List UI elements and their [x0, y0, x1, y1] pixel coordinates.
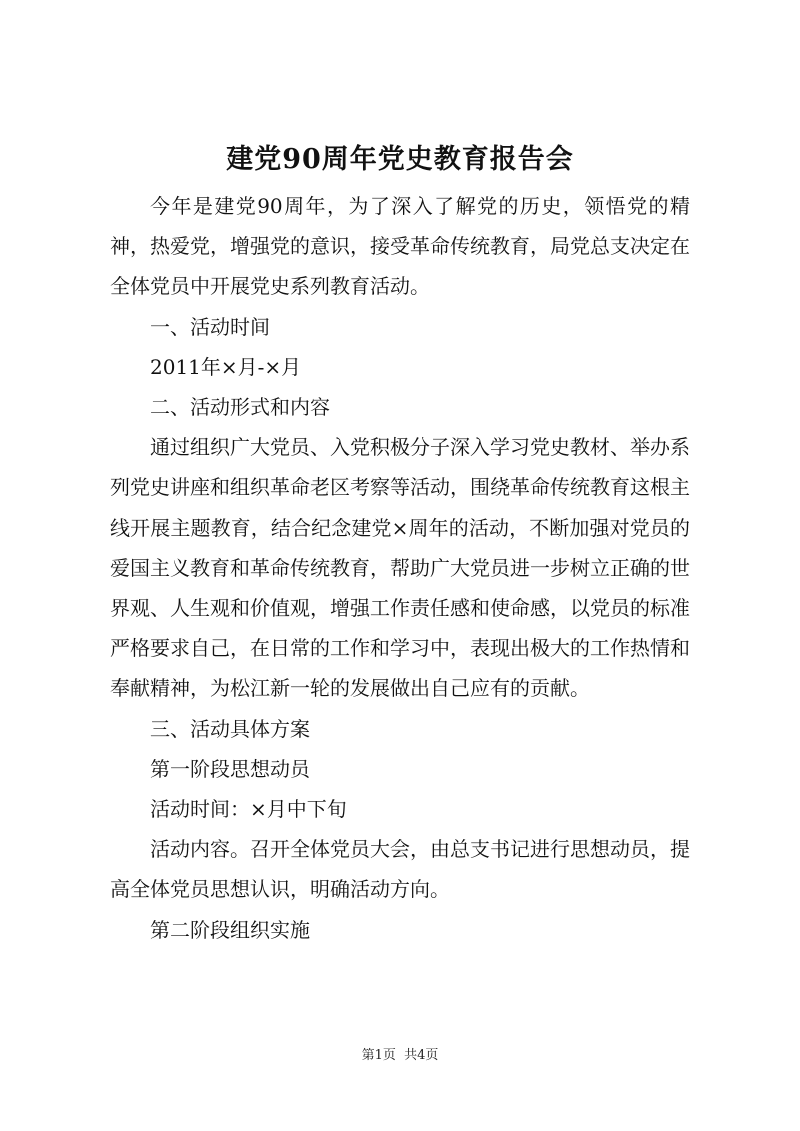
paragraph-form-content: 通过组织广大党员、入党积极分子深入学习党史教材、举办系列党史讲座和组织革命老区考察等活动，围绕革命传统教育这根主线开展主题教育，结合纪念建党×周年的活动，不断加强对党员的爱国主义教育和革命传统教育，帮助广大党员进一步树立正确的世界观、人生观和价值观，增强工作责任感和使命感，以党员的标准严格要求自己，在日常的工作和学习中，表现出极大的工作热情和奉献精神，为松江新一轮的发展做出自己应有的贡献。: [110, 435, 690, 701]
page-number: 第1页: [361, 1048, 396, 1063]
stage-one-content: 活动内容。召开全体党员大会，由总支书记进行思想动员，提高全体党员思想认识，明确活动方向。: [110, 837, 690, 902]
stage-one-heading: 第一阶段思想动员: [150, 756, 310, 781]
document-body: [110, 186, 690, 950]
document-title: 建党90周年党史教育报告会: [226, 144, 574, 175]
paragraph-time-range: 2011年×月-×月: [150, 354, 302, 379]
section-heading-time: 一、活动时间: [150, 314, 270, 339]
section-heading-form-content: 二、活动形式和内容: [150, 395, 330, 420]
stage-two-heading: 第二阶段组织实施: [150, 917, 310, 942]
page-total: 共4页: [404, 1048, 439, 1063]
section-heading-plan: 三、活动具体方案: [150, 716, 310, 741]
stage-one-time: 活动时间：×月中下旬: [150, 797, 347, 822]
paragraph-intro: 今年是建党90周年，为了深入了解党的历史，领悟党的精神，热爱党，增强党的意识，接受革命传统教育，局党总支决定在全体党员中开展党史系列教育活动。: [110, 194, 690, 299]
page-footer: [0, 1046, 800, 1066]
